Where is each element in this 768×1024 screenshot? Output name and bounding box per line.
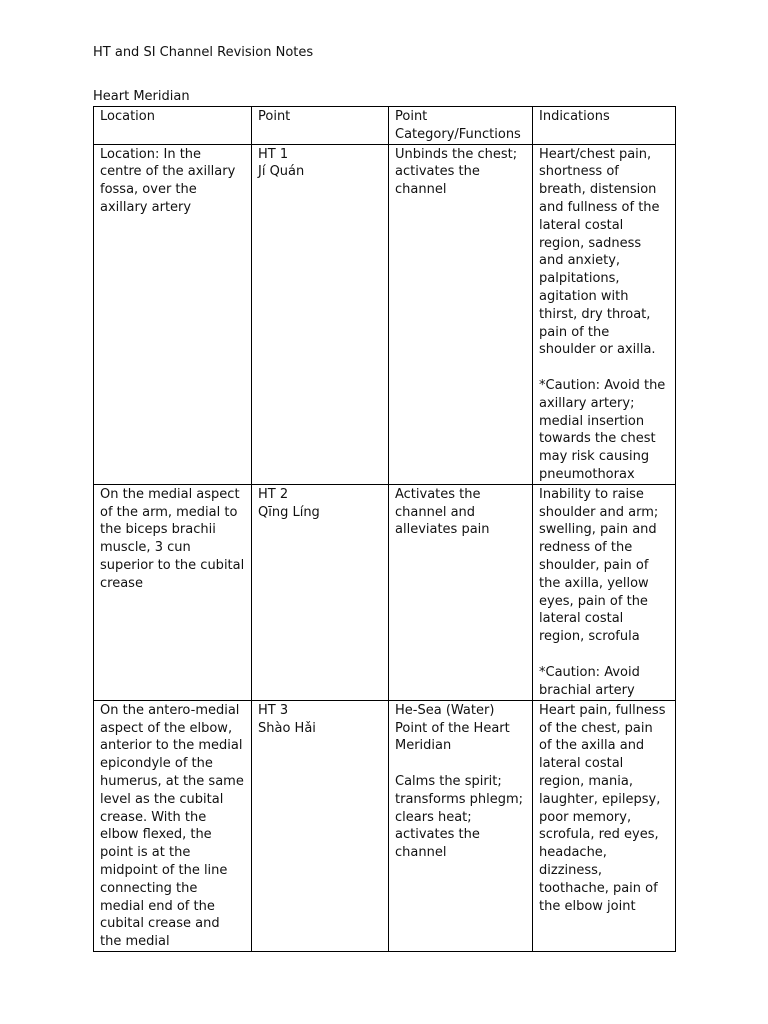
header-category [389, 107, 533, 145]
point-name: Shào Hǎi [258, 720, 316, 736]
section-heading-heart-meridian: Heart Meridian [93, 89, 190, 104]
cell-indications: Heart pain, fullness of the chest, pain of the axilla and lateral costal region, mania, laughter, epilepsy, poor memory, scrofula, red eyes, headache, dizziness, toothache, pain of the elbow joint [533, 700, 676, 951]
point-category-text: He-Sea (Water) Point of the Heart Meridian [395, 702, 510, 754]
document-title: HT and SI Channel Revision Notes [93, 45, 314, 60]
cell-location: On the antero-medial aspect of the elbow, anterior to the medial epicondyle of the humerus, at the same level as the cubital crease. With the elbow flexed, the point is at the midpoint of the line connecting the medial end of the cubital crease and the medial [94, 700, 252, 951]
cell-indications [533, 144, 676, 484]
caution-note: *Caution: Avoid the axillary artery; medial insertion towards the chest may risk causing pneumothorax [539, 377, 666, 482]
cell-category: Unbinds the chest; activates the channel [389, 144, 533, 484]
cell-point [252, 700, 389, 951]
cell-location: Location: In the centre of the axillary fossa, over the axillary artery [94, 144, 252, 484]
caution-note: *Caution: Avoid brachial artery [539, 664, 640, 698]
table-row [94, 484, 676, 700]
point-code: HT 1 [258, 146, 289, 162]
header-point: Point [252, 107, 389, 145]
point-functions-text: Calms the spirit; transforms phlegm; clears heat; activates the channel [395, 773, 524, 861]
table-row [94, 144, 676, 484]
point-code: HT 3 [258, 702, 289, 718]
cell-category: Activates the channel and alleviates pain [389, 484, 533, 700]
heart-meridian-table [93, 106, 676, 952]
point-code: HT 2 [258, 486, 289, 502]
point-name: Jí Quán [258, 164, 305, 180]
table-row [94, 700, 676, 951]
header-location: Location [94, 107, 252, 145]
cell-point [252, 144, 389, 484]
cell-indications [533, 484, 676, 700]
header-indications: Indications [533, 107, 676, 145]
table-header-row [94, 107, 676, 145]
cell-point [252, 484, 389, 700]
indications-text: Heart/chest pain, shortness of breath, distension and fullness of the lateral costal region, sadness and anxiety, palpitations, agitation with thirst, dry throat, pain of the shoulder or axilla. [539, 146, 660, 358]
cell-category [389, 700, 533, 951]
cell-location: On the medial aspect of the arm, medial to the biceps brachii muscle, 3 cun superior to the cubital crease [94, 484, 252, 700]
header-category-line2: Category/Functions [395, 126, 521, 142]
point-name: Qīng Líng [258, 504, 320, 520]
header-category-line1: Point [395, 109, 428, 124]
indications-text: Inability to raise shoulder and arm; swelling, pain and redness of the shoulder, pain of the axilla, yellow eyes, pain of the lateral costal region, scrofula [539, 486, 659, 645]
